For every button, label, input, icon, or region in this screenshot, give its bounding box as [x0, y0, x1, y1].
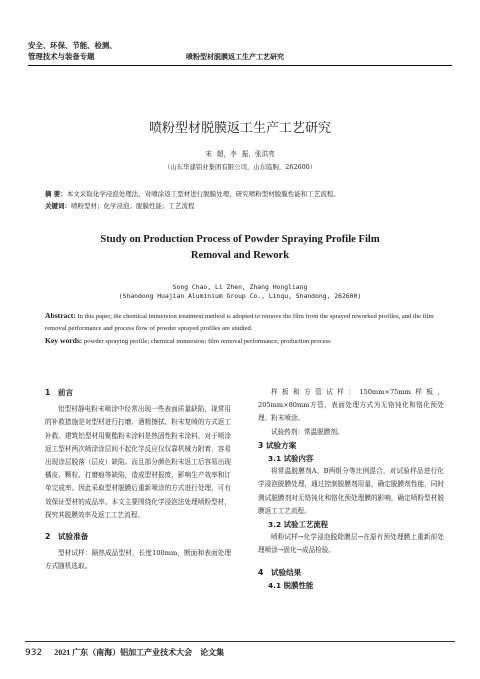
abstract-en-label: Abstract: [45, 311, 76, 320]
specimen-paragraph: 样板和方管试样：150mm×75mm样板，205mm×80mm方管，表面处理方式为无铬钝化和铬化预处理、粉末喷涂。 [258, 388, 444, 423]
footer-divider [25, 641, 455, 642]
journal-section-label [28, 40, 117, 62]
section-1-paragraph: 铝型材静电粉末喷涂中经常出现一些表面质量缺陷，现常用的补救措施是对型材进行打磨、酒精擦拭、粉末复喷的方式返工补救。建筑铝型材用聚酯粉末涂料是热固性粉末涂料，对于喷涂返工型材两次喷涂涂层间不起化学反应仅仅靠机械力附着，容易出现涂层脱落（层皮）缺陷。而且部分颜色粉末返工后容易出现橘皮、颗粒、打磨痕等缺陷，造成型材报废，影响生产效率和订单完成率。因此采取型材脱膜后重新喷涂的方式进行处理，可有效保证型材的成品率。本文主要围绕化学浸泡法处理喷粉型材，探究其脱膜效率及返工工艺流程。 [45, 405, 231, 519]
abstract-cn-text: 本文采取化学浸泡处理法，对喷涂返工型材进行脱膜处理，研究喷粉型材脱膜性能和工艺流程。 [66, 190, 340, 198]
affiliation-en: (Shandong Huajian Aluminium Group Co., Linqu, Shandong, 262600) [118, 292, 362, 300]
section-3-1-paragraph: 将常温脱膜剂A、B两组分等比例混合，对试验样品进行化学浸泡脱膜处理，通过控制脱膜剂用量，确定脱膜剂性能，同时测试脱膜剂对无铬钝化和铬化预处理膜的影响，确定喷粉型材脱膜返工工艺流程。 [258, 467, 444, 515]
section-3-1-heading: 3.1 试验内容 [268, 454, 314, 464]
authors-en: Song Chao, Li Zhen, Zhang Hongliang [172, 283, 308, 291]
page-footer [25, 647, 224, 658]
abstract-cn-label: 摘 要： [45, 190, 67, 198]
body-column-right [258, 386, 444, 592]
section-1-heading: 1 前言 [45, 388, 74, 397]
section-2-heading: 2 试验准备 [45, 532, 89, 542]
title-en-line-1: Study on Production Process of Powder Spraying Profile Film [100, 234, 380, 245]
journal-line-1: 安全、环保、节能、检测、 [28, 41, 117, 50]
abstract-en [45, 310, 445, 348]
body-column-left [45, 386, 231, 574]
keywords-en-label: Key words: [45, 336, 83, 345]
authors-cn: 宋 超，李 振，张洪亮 [205, 150, 275, 158]
abstract-cn [45, 188, 445, 212]
spacer [45, 522, 231, 530]
journal-line-2: 管理技术与装备专题 [28, 52, 95, 61]
page-number: 932 [25, 648, 43, 658]
header-divider [28, 65, 452, 66]
keywords-cn: 喷粉型材；化学浸泡；脱膜性能；工艺流程 [71, 202, 195, 210]
keywords-cn-label: 关键词： [45, 202, 71, 210]
conference-name: 2021 广东（南海）铝加工产业技术大会 论文集 [54, 648, 225, 657]
section-4-heading: 4 试验结果 [258, 567, 302, 577]
section-3-heading: 3 试验方案 [258, 440, 297, 450]
reagent-paragraph: 试验药剂：常温脱膜剂。 [271, 427, 344, 436]
title-en-line-2: Removal and Rework [190, 250, 290, 261]
section-2-paragraph: 型材试样：隔热成品型材，长度100mm，断面和表面处理方式随机选取。 [45, 549, 231, 571]
section-3-2-heading: 3.2 试验工艺流程 [268, 520, 329, 530]
running-title: 喷粉型材脱膜返工生产工艺研究 [186, 53, 284, 61]
keywords-en: powder spraying profile; chemical immersion; film removal performance; production process [82, 338, 331, 345]
paper-title-cn: 喷粉型材脱膜返工生产工艺研究 [148, 121, 331, 136]
spacer [258, 558, 444, 566]
abstract-en-text: In this paper, the chemical immersion treatment method is adopted to remove the film from the sprayed reworked profiles, and the film removal performance and process flow of powder sprayed profiles are studied. [45, 313, 434, 332]
section-3-2-paragraph: 喷粉试样→化学浸泡脱除膜层→在原有预处理膜上重新前处理喷涂→固化→成品检验。 [258, 533, 444, 555]
paper-title-en [0, 232, 480, 264]
affiliation-cn: （山东华建铝业集团有限公司，山东临朐，262600） [163, 163, 317, 171]
section-4-1-heading: 4.1 脱膜性能 [268, 580, 314, 590]
